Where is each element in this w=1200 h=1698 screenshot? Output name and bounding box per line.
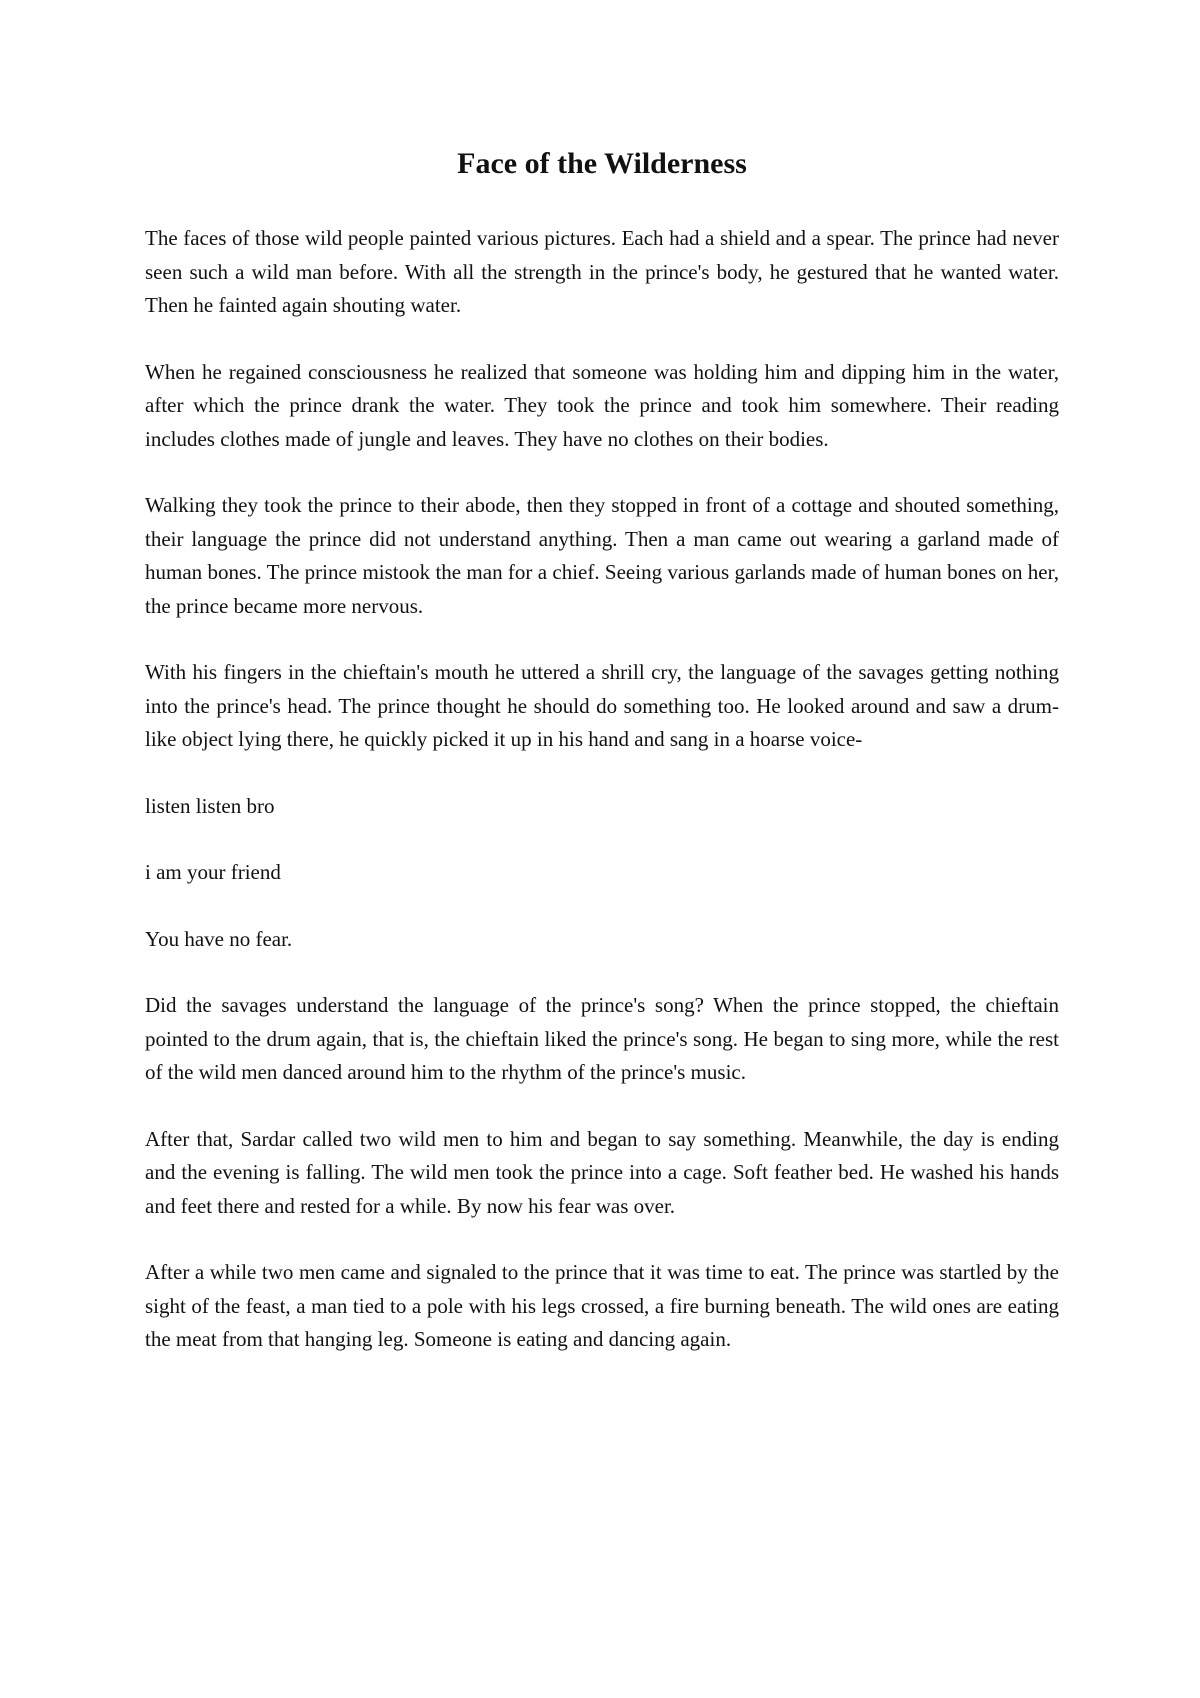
paragraph: The faces of those wild people painted various pictures. Each had a shield and a spear. The prince had never seen such a wild man before. With all the strength in the prince's body, he gestured that he wanted water. Then he fainted again shouting water.: [145, 226, 1059, 317]
song-line: i am your friend: [145, 860, 281, 884]
song-line: listen listen bro: [145, 793, 275, 818]
song-line: You have no fear.: [145, 926, 293, 951]
paragraph: Did the savages understand the language of the prince's song? When the prince stopped, the chieftain pointed to the drum again, that is, the chieftain liked the prince's song. He began to sing more, while the rest of the wild men danced around him to the rhythm of the prince's music.: [145, 993, 1059, 1084]
paragraph: After a while two men came and signaled to the prince that it was time to eat. The prince was startled by the sight of the feast, a man tied to a pole with his legs crossed, a fire burning beneath. The wild ones are eating the meat from that hanging leg. Someone is eating and dancing again.: [145, 1260, 1059, 1351]
document-title: Face of the Wilderness: [457, 147, 747, 180]
document-body: [145, 222, 1059, 1357]
paragraph: Walking they took the prince to their abode, then they stopped in front of a cottage and shouted something, their language the prince did not understand anything. Then a man came out wearing a garland made of human bones. The prince mistook the man for a chief. Seeing various garlands made of human bones on her, the prince became more nervous.: [145, 493, 1059, 618]
paragraph: After that, Sardar called two wild men to him and began to say something. Meanwhile, the day is ending and the evening is falling. The wild men took the prince into a cage. Soft feather bed. He washed his hands and feet there and rested for a while. By now his fear was over.: [145, 1126, 1059, 1218]
paragraph: When he regained consciousness he realized that someone was holding him and dipping him in the water, after which the prince drank the water. They took the prince and took him somewhere. Their reading includes clothes made of jungle and leaves. They have no clothes on their bodies.: [145, 359, 1059, 451]
paragraph: With his fingers in the chieftain's mouth he uttered a shrill cry, the language of the savages getting nothing into the prince's head. The prince thought he should do something too. He looked around and saw a drum-like object lying there, he quickly picked it up in his hand and sang in a hoarse voice-: [145, 660, 1059, 751]
